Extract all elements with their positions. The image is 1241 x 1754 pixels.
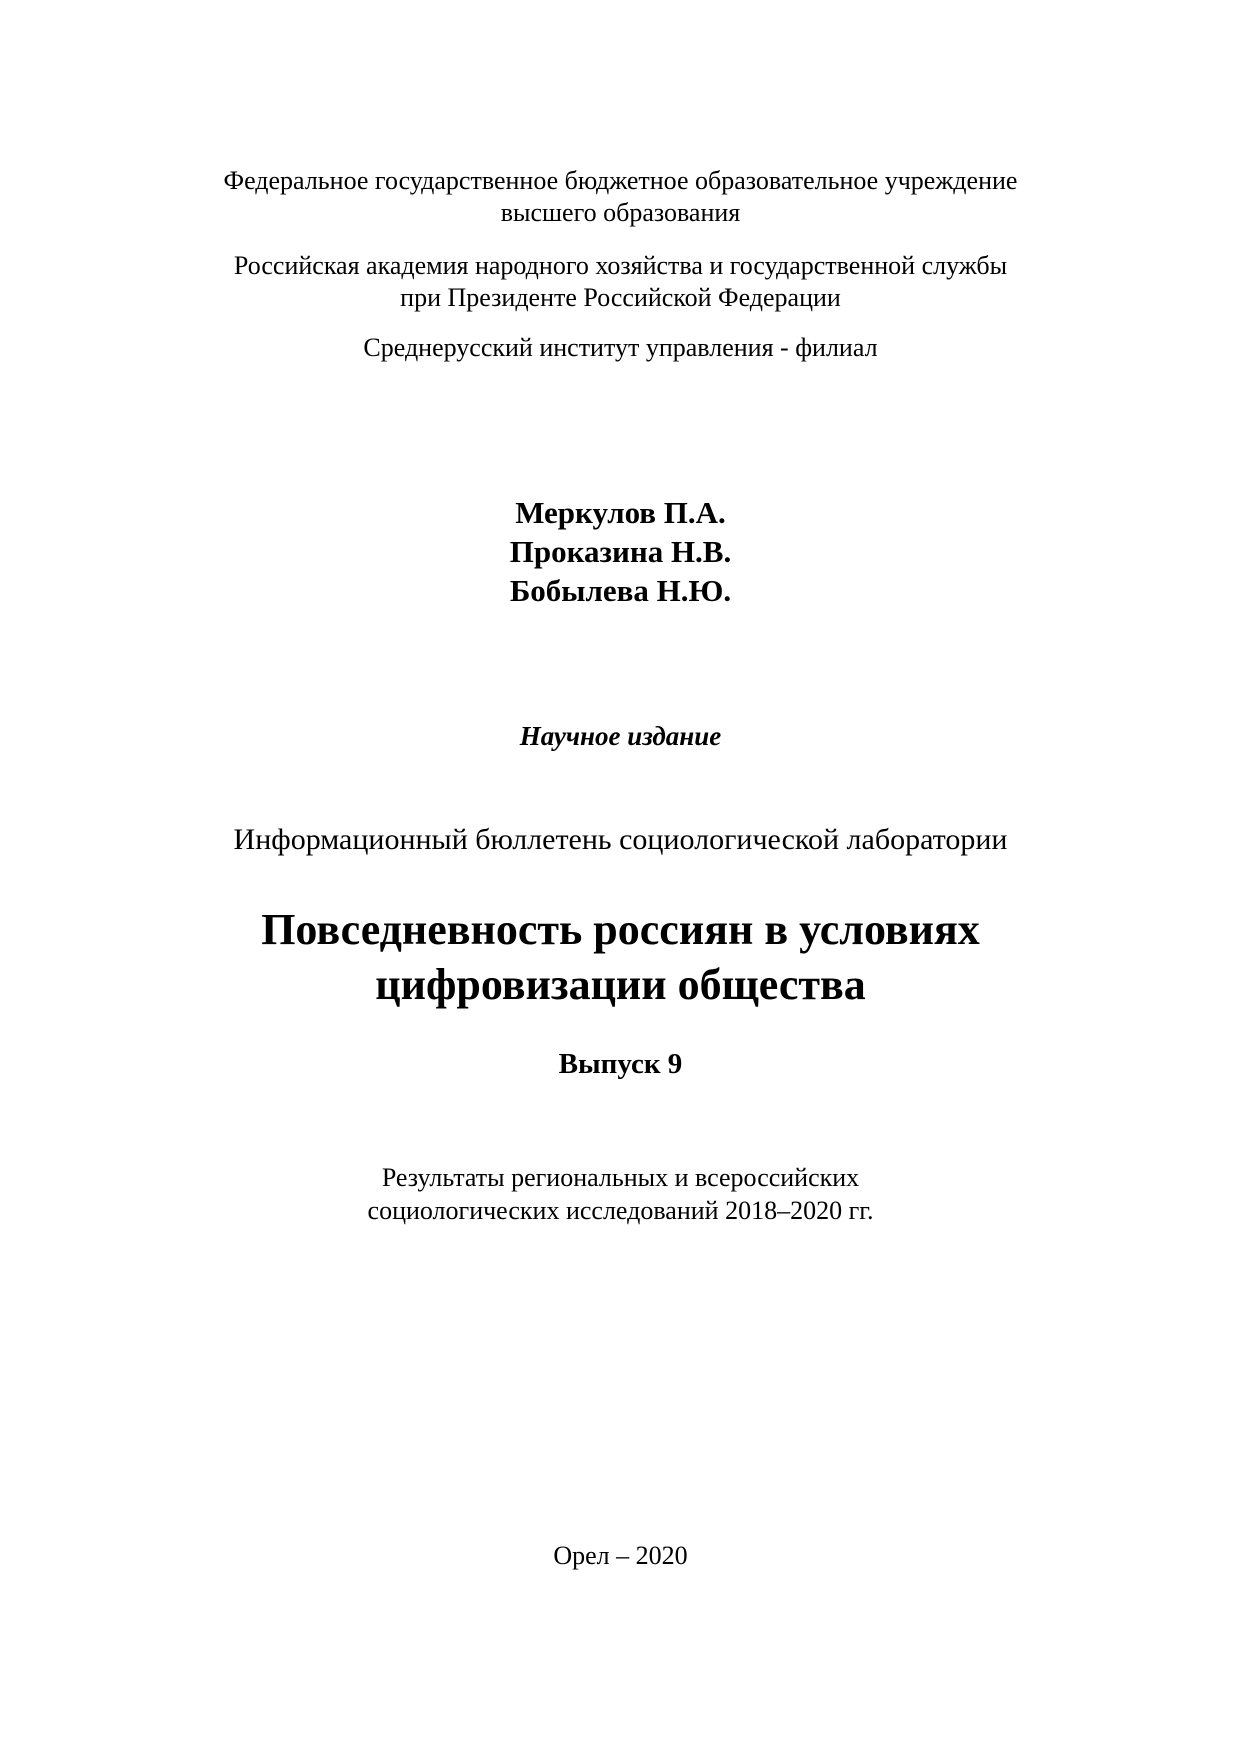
subtitle-line-2: социологических исследований 2018–2020 гг. <box>367 1196 874 1225</box>
author-1: Меркулов П.А. <box>515 495 726 530</box>
academy-line-1: Российская академия народного хозяйства и государственной службы <box>233 251 1008 280</box>
institution-line-1: Федеральное государственное бюджетное образовательное учреждение <box>223 166 1018 195</box>
branch-name: Среднерусский институт управления - филиал <box>363 333 878 362</box>
institution-line-2: высшего образования <box>500 198 741 227</box>
issue-number: Выпуск 9 <box>558 1048 683 1080</box>
subtitle-line-1: Результаты региональных и всероссийских <box>381 1163 860 1192</box>
author-3: Бобылева Н.Ю. <box>509 573 732 608</box>
author-2: Проказина Н.В. <box>509 534 732 569</box>
series-name: Информационный бюллетень социологической лаборатории <box>233 823 1008 856</box>
place-year: Орел – 2020 <box>553 1541 688 1570</box>
title-line-1: Повседневность россиян в условиях <box>261 905 980 954</box>
academy-line-2: при Президенте Российской Федерации <box>400 283 841 312</box>
publication-type: Научное издание <box>519 721 722 751</box>
title-line-2: цифровизации общества <box>375 960 866 1009</box>
